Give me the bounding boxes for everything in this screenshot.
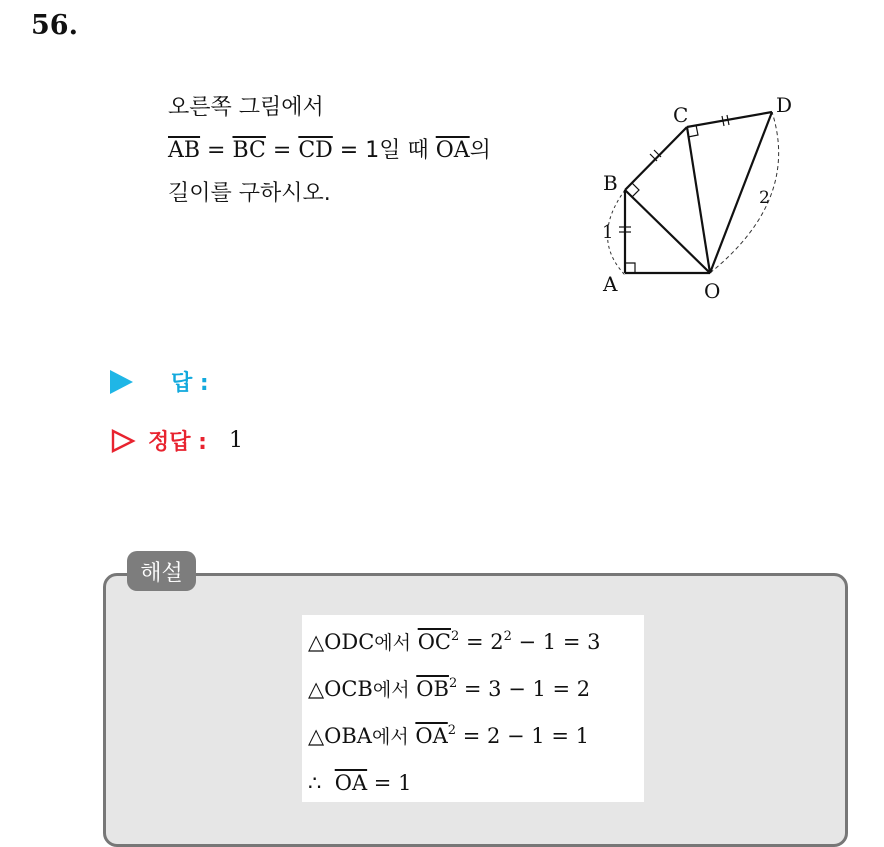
- geometry-figure: [595, 88, 795, 303]
- solution-eq-2: = 3 − 1 = 2: [457, 677, 591, 701]
- play-arrow-icon: [110, 370, 133, 394]
- solution-eq-1b: − 1 = 3: [511, 630, 601, 654]
- problem-line-2-end: 의: [469, 138, 491, 163]
- problem-text: [168, 86, 491, 215]
- therefore-symbol: ∴: [308, 771, 322, 795]
- solution-line-1: [308, 619, 644, 666]
- solution-ko-1: 에서: [374, 632, 411, 654]
- question-number: 56.: [31, 10, 78, 41]
- square-3: 2: [447, 723, 457, 738]
- segment-oa-solution: $\overline{OA}$: [415, 724, 448, 748]
- answer-label: 답 :: [171, 371, 209, 396]
- solution-tag: 해설: [127, 551, 196, 591]
- triangle-odc: △ODC: [308, 630, 375, 654]
- segment-ob: $\overline{OB}$: [416, 677, 449, 701]
- correct-answer-value: 1: [228, 428, 243, 453]
- edge-bc: [625, 127, 687, 190]
- problem-line-3: 길이를 구하시오.: [168, 181, 331, 206]
- condition-text: = 1일 때: [332, 138, 436, 163]
- segment-ab: $\overline{AB}$: [168, 138, 201, 163]
- correct-answer-label: 정답 :: [148, 430, 207, 455]
- solution-line-2: [308, 666, 644, 713]
- segment-bc: $\overline{BC}$: [232, 138, 266, 163]
- square-1: 2: [450, 629, 460, 644]
- right-angle-b: [632, 183, 639, 197]
- solution-final: = 1: [367, 771, 412, 795]
- edge-bo: [625, 190, 710, 273]
- label-o: O: [704, 279, 721, 303]
- label-b: B: [603, 171, 618, 195]
- equals-2: =: [265, 138, 299, 163]
- label-c: C: [673, 103, 689, 127]
- solution-eq-3: = 2 − 1 = 1: [456, 724, 589, 748]
- solution-ko-2: 에서: [372, 679, 410, 701]
- label-d: D: [776, 93, 793, 117]
- problem-line-2: [168, 129, 491, 172]
- solution-ko-3: 에서: [371, 726, 409, 748]
- solution-line-4: [308, 760, 644, 807]
- triangle-ocb: △OCB: [308, 677, 373, 701]
- exponent-1: 2: [503, 629, 512, 644]
- segment-oa: $\overline{OA}$: [435, 138, 470, 163]
- correct-answer-row: [110, 425, 243, 456]
- answer-row: [110, 366, 209, 397]
- triangle-oba: △OBA: [308, 724, 372, 748]
- solution-content: [302, 615, 644, 802]
- problem-line-1: 오른쪽 그림에서: [168, 95, 324, 120]
- segment-oc: $\overline{OC}$: [417, 630, 451, 654]
- segment-cd: $\overline{CD}$: [298, 138, 333, 163]
- label-one: 1: [602, 222, 614, 243]
- right-angle-a: [625, 263, 635, 273]
- label-two: 2: [759, 188, 770, 208]
- square-2: 2: [448, 676, 458, 691]
- outline-arrow-icon: [110, 428, 136, 454]
- solution-line-3: [308, 713, 644, 760]
- solution-eq-1: = 2: [459, 630, 504, 654]
- segment-oa-final: $\overline{OA}$: [334, 771, 368, 795]
- edge-co: [687, 127, 710, 273]
- label-a: A: [603, 272, 618, 296]
- equals-1: =: [200, 138, 233, 163]
